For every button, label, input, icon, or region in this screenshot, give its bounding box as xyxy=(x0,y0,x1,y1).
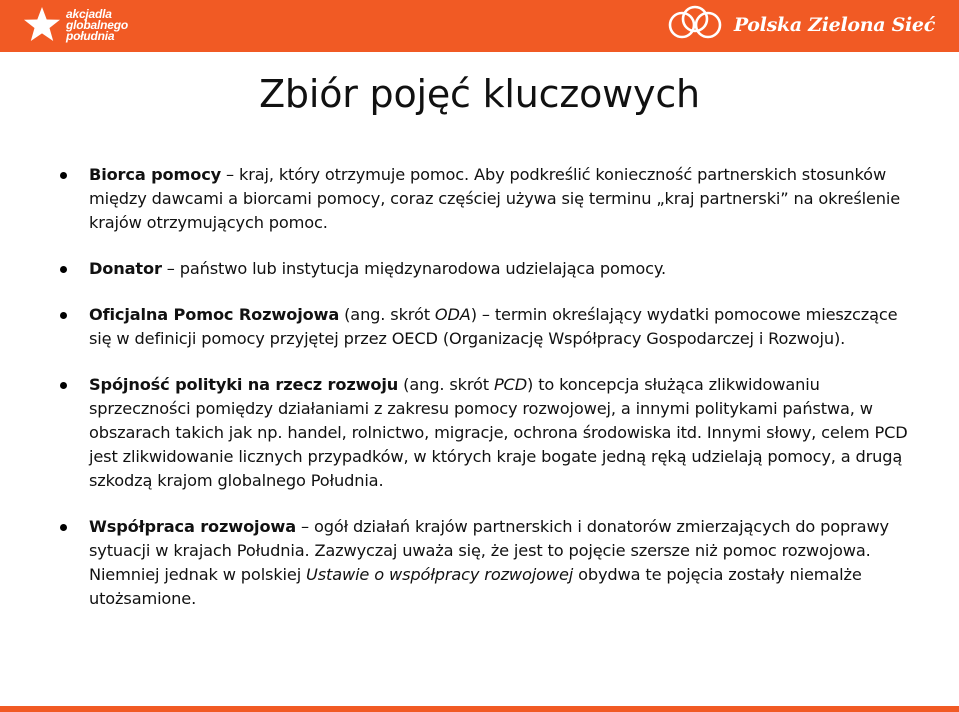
pzs-logo xyxy=(666,3,935,47)
term-oda xyxy=(60,303,910,351)
akcja-logo xyxy=(22,3,128,47)
term-pcd xyxy=(60,373,910,493)
term-definition-end: obydwa te pojęcia zostały niemalże utożsamione. xyxy=(89,565,862,608)
bullet-icon xyxy=(60,266,67,273)
term-definition-start: – ogół działań krajów partnerskich i donatorów zmierzających do poprawy sytuacji w krajach Południa. Zazwyczaj uważa się, że jest to pojęcie szersze niż pomoc rozwojowa. Niemniej jednak w polskiej xyxy=(89,517,889,584)
term-definition-end: ) – termin określający wydatki pomocowe mieszczące się w definicji pomocy przyjętej przez OECD (Organizację Współpracy Gospodarczej i Rozwoju). xyxy=(89,305,898,348)
term-biorca-pomocy xyxy=(60,163,910,235)
bullet-icon xyxy=(60,172,67,179)
term-donator xyxy=(60,257,910,281)
pzs-logo-text: Polska Zielona Sieć xyxy=(733,14,935,36)
term-definition: – państwo lub instytucja międzynarodowa udzielająca pomocy. xyxy=(161,259,666,278)
term-name: Współpraca rozwojowa xyxy=(89,517,297,536)
header-bar xyxy=(0,0,959,52)
term-definition-end: ) to koncepcja służąca zlikwidowaniu sprzeczności pomiędzy działaniami z zakresu pomocy rozwojowej, a innymi politykami państwa, w obszarach takich jak np. handel, rolnictwo, migracje, ochrona środowiska itd. Innymi słowy, celem PCD jest zlikwidowanie licznych przypadków, w których kraje bogate jedną ręką udzielają pomocy, a drugą szkodzą krajom globalnego Południa. xyxy=(89,375,908,490)
bullet-icon xyxy=(60,312,67,319)
star-icon xyxy=(22,5,62,45)
term-abbreviation: ODA xyxy=(434,305,471,324)
term-wspolpraca-rozwojowa xyxy=(60,515,910,611)
bullet-icon xyxy=(60,382,67,389)
term-name: Donator xyxy=(89,259,162,278)
footer-bar xyxy=(0,706,959,712)
bullet-icon xyxy=(60,524,67,531)
term-definition-start: (ang. skrót xyxy=(398,375,494,394)
rings-icon xyxy=(666,5,724,45)
term-abbreviation: PCD xyxy=(493,375,528,394)
term-list xyxy=(60,163,910,633)
page-title: Zbiór pojęć kluczowych xyxy=(259,72,700,116)
law-title: Ustawie o współpracy rozwojowej xyxy=(306,565,574,584)
term-name: Biorca pomocy xyxy=(89,165,222,184)
term-name: Oficjalna Pomoc Rozwojowa xyxy=(89,305,340,324)
akcja-logo-text: akcjadla globalnego południa xyxy=(66,6,128,43)
term-definition: – kraj, który otrzymuje pomoc. Aby podkreślić konieczność partnerskich stosunków między dawcami a biorcami pomocy, coraz częściej używa się terminu „kraj partnerski” na określenie krajów otrzymujących pomoc. xyxy=(89,165,901,232)
term-definition-start: (ang. skrót xyxy=(339,305,435,324)
term-name: Spójność polityki na rzecz rozwoju xyxy=(89,375,399,394)
